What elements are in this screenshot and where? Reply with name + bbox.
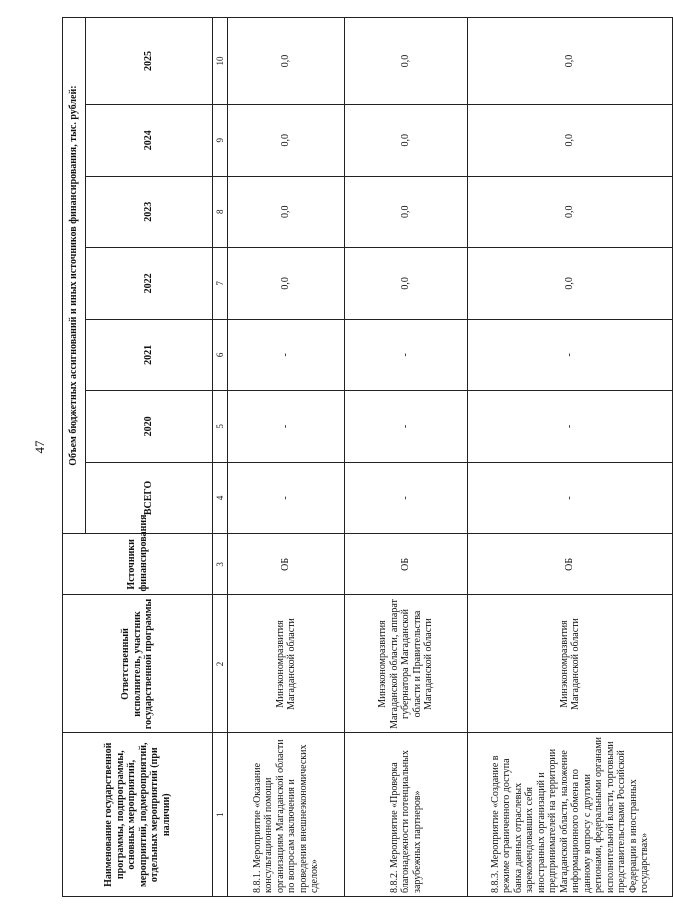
row-value: 0,0 [468, 248, 673, 320]
header-year: 2020 [86, 391, 213, 463]
col-number: 9 [213, 105, 228, 177]
col-number: 8 [213, 176, 228, 248]
col-number: 4 [213, 462, 228, 534]
header-total: ВСЕГО [86, 462, 213, 534]
header-executor: Ответственный исполнитель, участник государственной программы [63, 595, 213, 733]
row-value: 0,0 [228, 18, 345, 105]
row-value: 0,0 [468, 105, 673, 177]
header-year: 2022 [86, 248, 213, 320]
row-value: - [228, 462, 345, 534]
row-value: 0,0 [228, 176, 345, 248]
row-value: - [468, 462, 673, 534]
header-year: 2023 [86, 176, 213, 248]
row-value: - [345, 391, 468, 463]
row-value: - [228, 391, 345, 463]
row-value: 0,0 [228, 105, 345, 177]
row-source: ОБ [468, 534, 673, 595]
row-value: 0,0 [345, 248, 468, 320]
row-executor: Минэкономразвития Магаданской области [228, 595, 345, 733]
header-volume: Объем бюджетных ассигнований и иных источников финансирования, тыс. рублей: [63, 18, 86, 534]
row-source: ОБ [228, 534, 345, 595]
col-number: 3 [213, 534, 228, 595]
table-row [345, 18, 468, 897]
col-number: 5 [213, 391, 228, 463]
header-name: Наименование государственной программы, подпрограммы, основных мероприятий, мероприятий, подмероприятий, отдельных мероприятий (при наличии) [63, 733, 213, 897]
financing-table [62, 17, 673, 897]
row-value: 0,0 [345, 176, 468, 248]
column-number-row [213, 18, 228, 897]
row-name: 8.8.3. Мероприятие «Создание в режиме ограниченного доступа банка данных отраслевых зарекомендовавших себя иностранных организаций и предпринимателей на территории Магаданской области, наложение информационного обмена по данному вопросу с другими регионами, федеральными органами исполнительной власти, торговыми представительствами Российской Федерации в иностранных государствах» [468, 733, 673, 897]
col-number: 7 [213, 248, 228, 320]
col-number: 6 [213, 319, 228, 391]
row-name: 8.8.1. Мероприятие «Оказание консультационной помощи организациям Магаданской области по вопросам заключения и проведения внешнеэкономических сделок» [228, 733, 345, 897]
table-row [468, 18, 673, 897]
row-source: ОБ [345, 534, 468, 595]
row-value: 0,0 [468, 18, 673, 105]
col-number: 10 [213, 18, 228, 105]
row-value: - [228, 319, 345, 391]
header-row-1 [63, 18, 86, 897]
col-number: 1 [213, 733, 228, 897]
row-value: - [345, 319, 468, 391]
header-year: 2021 [86, 319, 213, 391]
row-value: - [345, 462, 468, 534]
table-row [228, 18, 345, 897]
row-value: 0,0 [468, 176, 673, 248]
row-executor: Минэкономразвития Магаданской области, аппарат губернатора Магаданской области и Правительства Магаданской области [345, 595, 468, 733]
col-number: 2 [213, 595, 228, 733]
header-year: 2025 [86, 18, 213, 105]
header-year: 2024 [86, 105, 213, 177]
rotated-table-container [62, 17, 652, 897]
row-value: 0,0 [345, 18, 468, 105]
header-source: Источники финансирования [63, 534, 213, 595]
row-value: - [468, 391, 673, 463]
row-value: - [468, 319, 673, 391]
row-value: 0,0 [345, 105, 468, 177]
row-value: 0,0 [228, 248, 345, 320]
row-executor: Минэкономразвития Магаданской области [468, 595, 673, 733]
page-number: 47 [32, 440, 47, 454]
row-name: 8.8.2. Мероприятие «Проверка благонадежности потенциальных зарубежных партнеров» [345, 733, 468, 897]
